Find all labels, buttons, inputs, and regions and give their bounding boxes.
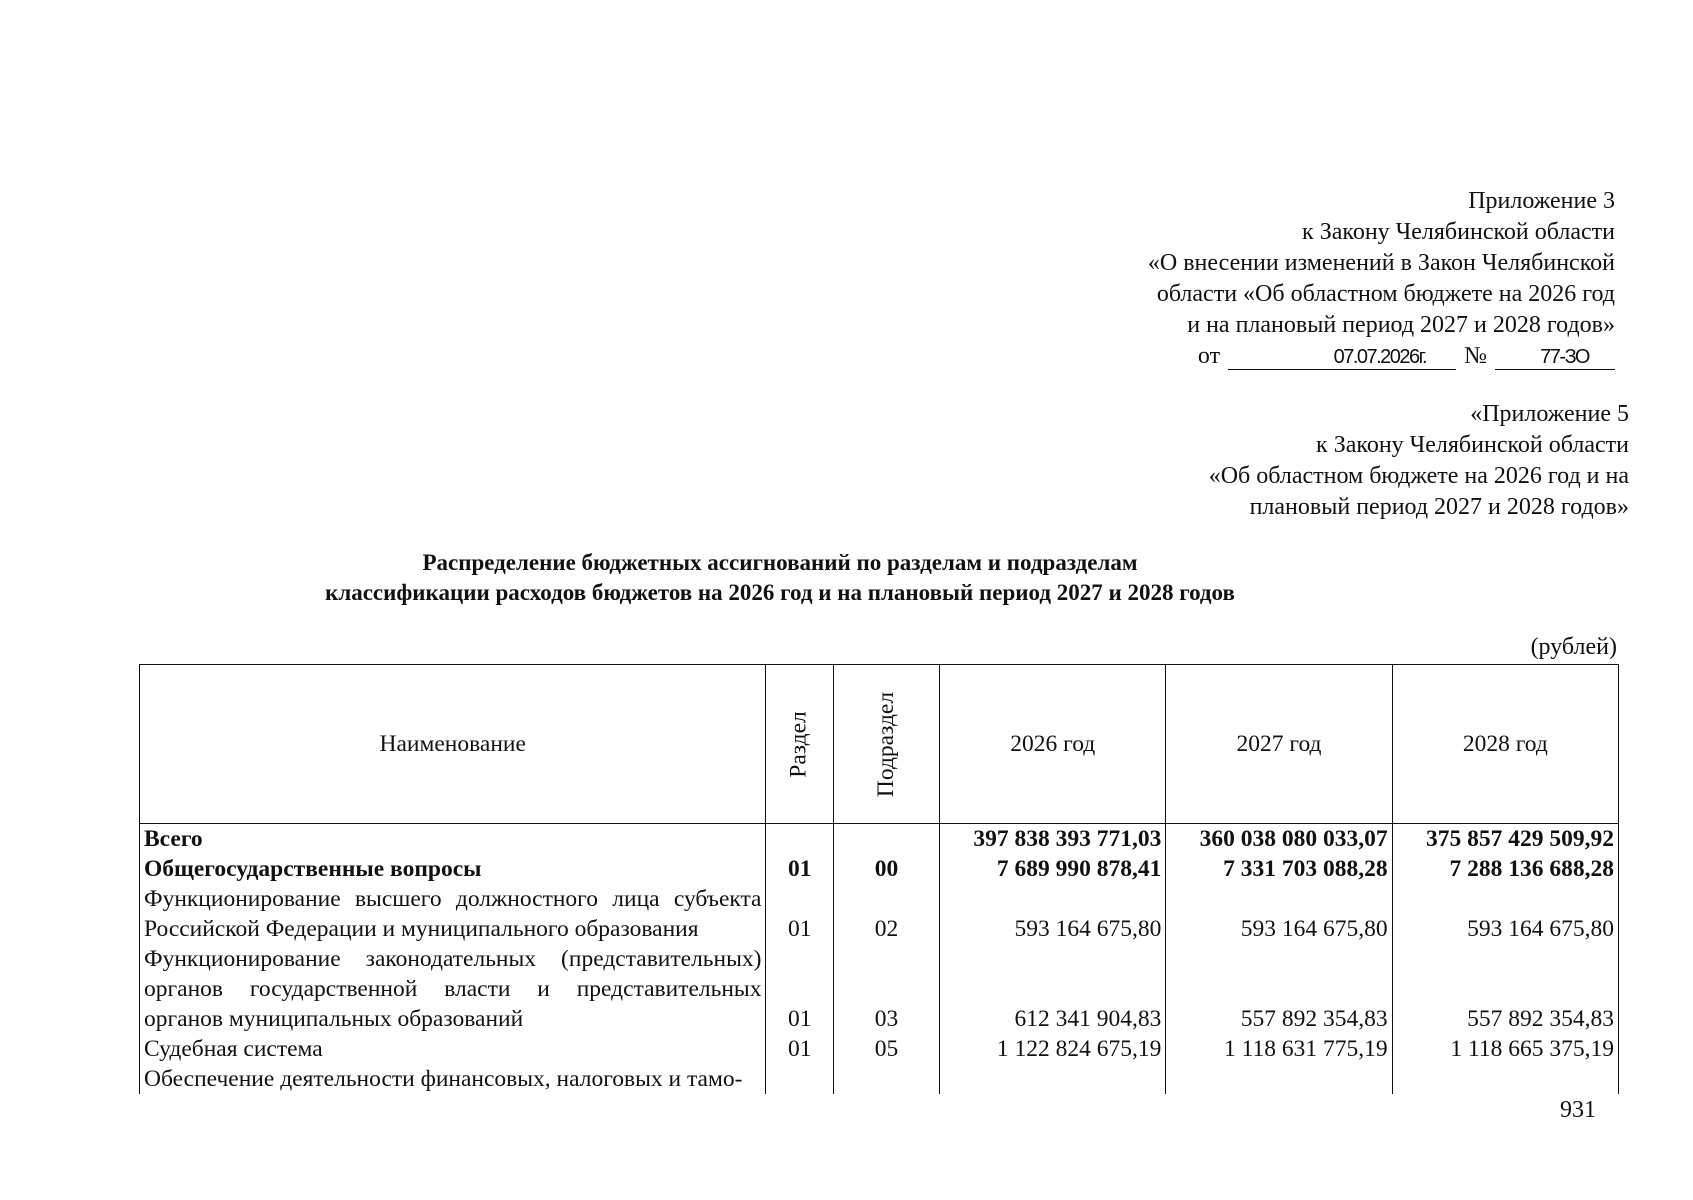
table-row	[140, 854, 1619, 884]
appendix-line: к Закону Челябинской области	[1316, 432, 1629, 458]
appendix-line: плановый период 2027 и 2028 годов»	[1249, 494, 1629, 520]
row-2027: 593 164 675,80	[1166, 884, 1392, 944]
unit-label: (рублей)	[1530, 634, 1617, 660]
law-date-number-line	[900, 341, 1615, 372]
row-2028: 557 892 354,83	[1392, 944, 1618, 1034]
row-2026: 7 689 990 878,41	[940, 854, 1166, 884]
row-2027: 360 038 080 033,07	[1166, 824, 1392, 855]
row-2028: 375 857 429 509,92	[1392, 824, 1618, 855]
row-2027: 557 892 354,83	[1166, 944, 1392, 1034]
row-section: 01	[766, 1034, 833, 1064]
document-title	[0, 548, 1560, 608]
row-name: Общегосударственные вопросы	[140, 854, 766, 884]
appendix-line: «Об областном бюджете на 2026 год и на	[1208, 463, 1629, 489]
row-2028	[1392, 1064, 1618, 1094]
header-2026: 2026 год	[940, 665, 1166, 824]
row-subsection: 03	[833, 944, 939, 1034]
row-2027	[1166, 1064, 1392, 1094]
row-name: Всего	[140, 824, 766, 855]
table-row	[140, 824, 1619, 855]
row-subsection	[833, 824, 939, 855]
row-2026: 612 341 904,83	[940, 944, 1166, 1034]
row-name: Обеспечение деятельности финансовых, налоговых и тамо-	[140, 1064, 766, 1094]
number-label: №	[1464, 343, 1487, 369]
appendix-line: и на плановый период 2027 и 2028 годов»	[1187, 312, 1615, 338]
title-line-2: классификации расходов бюджетов на 2026 год и на плановый период 2027 и 2028 годов	[325, 580, 1235, 605]
table-header-row	[140, 665, 1619, 824]
row-2028: 7 288 136 688,28	[1392, 854, 1618, 884]
appendix-line: области «Об областном бюджете на 2026 год	[1156, 281, 1615, 307]
row-2027: 7 331 703 088,28	[1166, 854, 1392, 884]
row-2026: 593 164 675,80	[940, 884, 1166, 944]
header-2028: 2028 год	[1392, 665, 1618, 824]
row-section: 01	[766, 854, 833, 884]
table-row	[140, 1034, 1619, 1064]
title-line-1: Распределение бюджетных ассигнований по разделам и подразделам	[422, 550, 1138, 575]
row-subsection: 02	[833, 884, 939, 944]
row-name: Судебная система	[140, 1034, 766, 1064]
row-name: Функционирование высшего должностного лица субъекта Российской Федерации и муниципального образования	[140, 884, 766, 944]
appendix-line: Приложение 3	[1468, 188, 1615, 214]
row-2027: 1 118 631 775,19	[1166, 1034, 1392, 1064]
table-row	[140, 884, 1619, 944]
appendix-original-block	[900, 399, 1629, 523]
appendix-line: к Закону Челябинской области	[1302, 219, 1615, 245]
header-section	[766, 665, 833, 824]
appendix-line: «О внесении изменений в Закон Челябинской	[1147, 250, 1615, 276]
header-2027: 2027 год	[1166, 665, 1392, 824]
row-name: Функционирование законодательных (представительных) органов государственной власти и представительных органов муниципальных образований	[140, 944, 766, 1034]
row-subsection: 00	[833, 854, 939, 884]
row-2026: 397 838 393 771,03	[940, 824, 1166, 855]
row-section: 01	[766, 944, 833, 1034]
row-subsection: 05	[833, 1034, 939, 1064]
row-2026: 1 122 824 675,19	[940, 1034, 1166, 1064]
page-number: 931	[1560, 1097, 1596, 1123]
header-name: Наименование	[140, 665, 766, 824]
law-number: 77-ЗО	[1495, 345, 1615, 370]
row-section	[766, 824, 833, 855]
header-section-label: Раздел	[786, 710, 813, 778]
row-section: 01	[766, 884, 833, 944]
appendix-current-block	[900, 186, 1615, 372]
table-row	[140, 944, 1619, 1034]
header-subsection	[833, 665, 939, 824]
row-subsection	[833, 1064, 939, 1094]
law-date: 07.07.2026г.	[1228, 345, 1456, 370]
row-2028: 593 164 675,80	[1392, 884, 1618, 944]
header-subsection-label: Подраздел	[873, 691, 900, 797]
from-label: от	[1197, 343, 1221, 369]
appendix-line: «Приложение 5	[1470, 401, 1629, 427]
budget-table	[139, 664, 1619, 1094]
table-row	[140, 1064, 1619, 1094]
row-2028: 1 118 665 375,19	[1392, 1034, 1618, 1064]
row-section	[766, 1064, 833, 1094]
row-2026	[940, 1064, 1166, 1094]
